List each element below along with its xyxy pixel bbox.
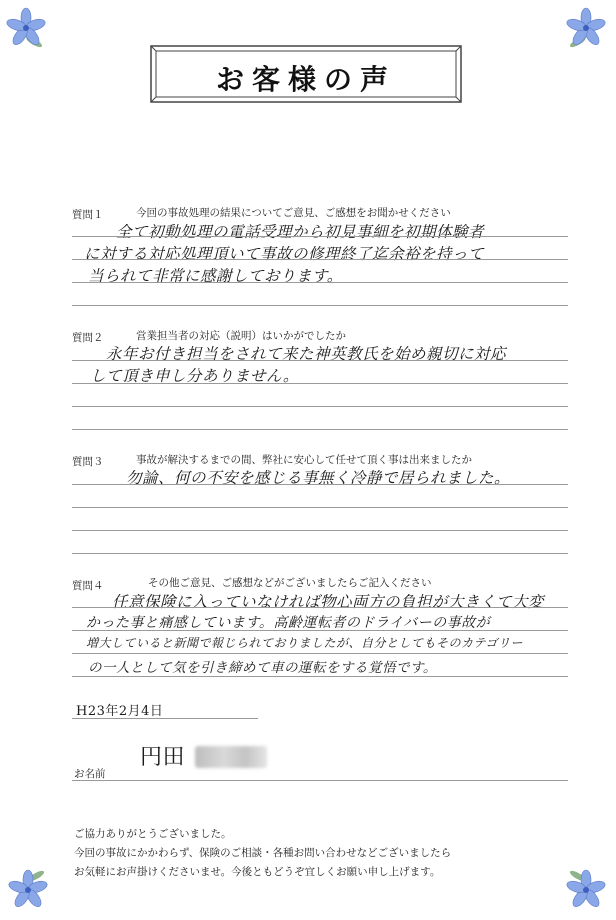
question-1-label: 質問１ [72,209,104,221]
date-handwritten: H23年2月4日 [76,704,164,719]
question-2-label: 質問２ [72,332,104,344]
name-line [72,780,568,781]
answer-1-line-3: 当られて非常に感謝しております。 [88,267,343,285]
answer-line [72,507,568,508]
page-title: お客様の声 [215,63,396,96]
answer-line [72,305,568,306]
flower-decoration-bottom-left [2,860,58,916]
answer-4-line-1: 任意保険に入っていなければ物心両方の負担が大きくて大変 [112,593,545,611]
footer-line-3: お気軽にお声掛けくださいませ。今後ともどうぞ宜しくお願い申し上げます。 [74,866,441,878]
question-4-label: 質問４ [72,580,104,592]
answer-2-line-2: して頂き申し分ありません。 [90,367,299,385]
answer-line [72,429,568,430]
answer-line [72,676,568,677]
answer-line [72,553,568,554]
answer-1-line-2: に対する対応処理頂いて事故の修理終了迄余裕を持って [84,245,485,263]
question-4-text: その他ご意見、ご感想などがございましたらご記入ください [148,577,432,589]
answer-line [72,282,568,283]
answer-4-line-2: かった事と痛感しています。高齢運転者のドライバーの事故が [86,615,491,631]
answer-line [72,406,568,407]
flower-decoration-top-right [556,2,612,58]
flower-decoration-bottom-right [556,860,612,916]
answer-3-line-1: 勿論、何の不安を感じる事無く冷静で居られました。 [126,469,511,487]
answer-line [72,630,568,631]
question-3-label: 質問３ [72,456,104,468]
date-line [72,718,258,719]
name-label: お名前 [74,768,106,780]
answer-1-line-1: 全て初動処理の電話受理から初見事細を初期体験者 [116,223,485,241]
footer-line-2: 今回の事故にかかわらず、保険のご相談・各種お問い合わせなどございましたら [74,847,452,859]
answer-line [72,607,568,608]
answer-line [72,360,568,361]
name-redaction-blur [195,746,267,768]
answer-4-line-4: の一人として気を引き締めて車の運転をする覚悟です。 [88,660,437,676]
answer-line [72,236,568,237]
name-handwritten: 円田 [140,745,186,770]
question-2-text: 営業担当者の対応（説明）はいかがでしたか [136,330,346,342]
answer-2-line-1: 永年お付き担当をされて来た神英教氏を始め親切に対応 [106,345,507,363]
answer-line [72,259,568,260]
footer-line-1: ご協力ありがとうございました。 [74,828,232,840]
question-1-text: 今回の事故処理の結果についてご意見、ご感想をお聞かせください [136,207,451,219]
answer-line [72,653,568,654]
answer-4-line-3: 増大していると新聞で報じられておりましたが、自分としてもそのカテゴリー [86,636,524,650]
question-3-text: 事故が解決するまでの間、弊社に安心して任せて頂く事は出来ましたか [136,454,472,466]
answer-line [72,383,568,384]
answer-line [72,530,568,531]
answer-line [72,484,568,485]
flower-decoration-top-left [2,2,58,58]
